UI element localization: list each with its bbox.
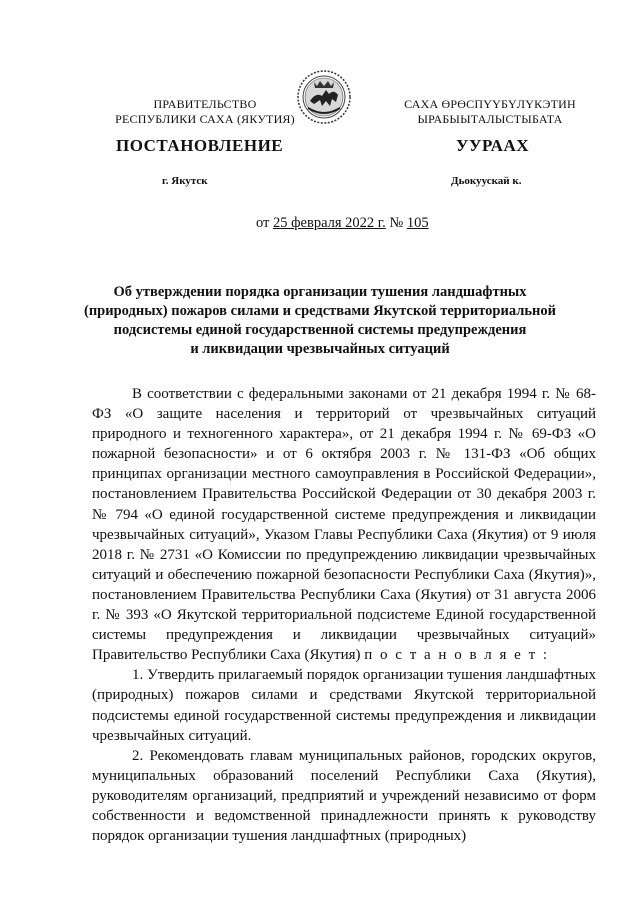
issuer-sakha-line-2: ЫРАБЫЫТАЛЫСТЫБАТА (417, 112, 563, 126)
decree-body (92, 384, 596, 846)
emblem-icon (296, 68, 352, 126)
decree-word: п о с т а н о в л я е т : (364, 647, 550, 664)
preamble-paragraph (92, 384, 596, 665)
issuer-name-russian (92, 97, 318, 127)
city-russian: г. Якутск (162, 175, 208, 187)
doc-type-sakha: УУРААХ (456, 136, 529, 155)
date-prefix: от (256, 215, 270, 231)
issuer-name-sakha (380, 97, 600, 127)
preamble-text: В соответствии с федеральными законами от 21 декабря 1994 г. № 68-ФЗ «О защите населения и территорий от чрезвычайных ситуаций природного и техногенного характера», от 21 декабря 1994 г. № 69-ФЗ «О пожарной безопасности» и от 6 октября 2003 г. № 131-ФЗ «Об общих принципах организации местного самоуправления в Российской Федерации», постановлением Правительства Российской Федерации от 30 декабря 2003 г. № 794 «О единой государственной системе предупреждения и ликвидации чрезвычайных ситуаций», Указом Главы Республики Саха (Якутия) от 9 июля 2018 г. № 2731 «О Комиссии по предупреждению ликвидации чрезвычайных ситуаций и обеспечению пожарной безопасности Республики Саха (Якутия)», постановлением Правительства Республики Саха (Якутия) от 31 августа 2006 г. № 393 «О Якутской территориальной подсистеме Единой государственной системы предупреждения и ликвидации чрезвычайных ситуаций» Правительство Республики Саха (Якутия) (92, 386, 596, 664)
title-line: (природных) пожаров силами и средствами Якутской территориальной (84, 303, 556, 319)
title-line: Об утверждении порядка организации тушения ландшафтных (113, 284, 527, 300)
issuer-line-2: РЕСПУБЛИКИ САХА (ЯКУТИЯ) (115, 112, 295, 126)
issuer-line-1: ПРАВИТЕЛЬСТВО (153, 97, 257, 111)
decree-title (60, 283, 580, 359)
coat-of-arms-emblem (296, 68, 352, 126)
decree-number: 105 (406, 215, 429, 231)
issuer-sakha-line-1: САХА ӨРӨСПҮҮБҮЛҮКЭТИН (404, 97, 576, 111)
item-1-paragraph: 1. Утвердить прилагаемый порядок организации тушения ландшафтных (природных) пожаров силами и средствами Якутской территориальной подсистемы единой государственной системы предупреждения и ликвидации чрезвычайных ситуаций. (92, 667, 596, 744)
decree-date-line (256, 215, 429, 232)
number-sign: № (389, 215, 404, 231)
title-line: подсистемы единой государственной системы предупреждения (113, 322, 527, 338)
city-sakha: Дьокуускай к. (451, 175, 522, 187)
decree-date: 25 февраля 2022 г. (273, 215, 386, 231)
item-2-paragraph: 2. Рекомендовать главам муниципальных районов, городских округов, муниципальных образований поселений Республики Саха (Якутия), руководителям организаций, предприятий и учреждений независимо от форм собственности и ведомственной принадлежности принять к руководству порядок организации тушения ландшафтных (природных) (92, 747, 596, 845)
doc-type-russian: ПОСТАНОВЛЕНИЕ (116, 136, 284, 155)
title-line: и ликвидации чрезвычайных ситуаций (190, 341, 450, 357)
